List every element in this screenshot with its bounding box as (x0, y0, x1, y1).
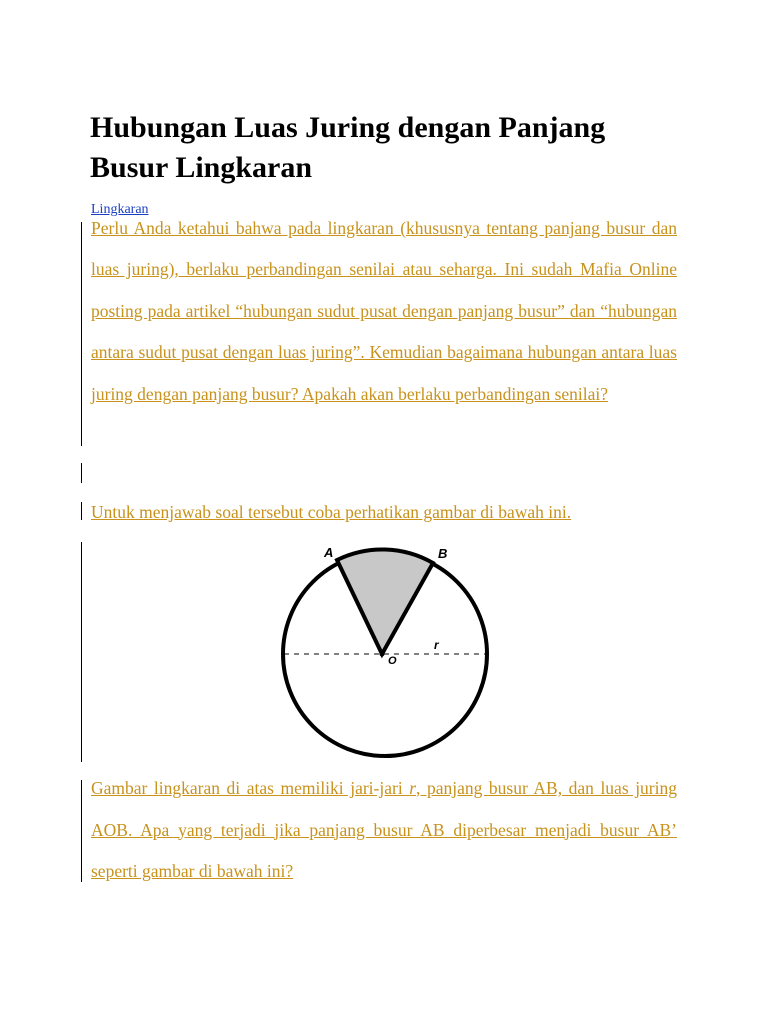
paragraph-instruction[interactable]: Untuk menjawab soal tersebut coba perhatikan gambar di bawah ini. (91, 502, 572, 522)
label-r: r (434, 638, 439, 652)
paragraph-question-part2: , panjang busur AB, dan luas juring AOB. Apa yang terjadi jika panjang busur AB diperbesar menjadi busur AB’ seperti gambar di bawah ini? (91, 778, 677, 881)
center-point (380, 652, 385, 657)
left-border-bar (81, 780, 82, 882)
left-border-bar (81, 463, 82, 483)
label-a: A (324, 545, 334, 560)
breadcrumb-link[interactable]: Lingkaran (91, 202, 149, 217)
label-b: B (438, 546, 448, 561)
radius-symbol: r (409, 778, 417, 798)
paragraph-intro[interactable]: Perlu Anda ketahui bahwa pada lingkaran (khususnya tentang panjang busur dan luas juring), berlaku perbandingan senilai atau seharga. Ini sudah Mafia Online posting pada artikel “hubungan sudut pusat dengan panjang busur” dan “hubungan antara sudut pusat dengan luas juring”. Kemudian bagaimana hubungan antara luas juring dengan panjang busur? Apakah akan berlaku perbandingan senilai? (91, 218, 677, 404)
label-o: O (388, 655, 397, 667)
paragraph-question[interactable] (91, 768, 677, 893)
left-border-bar (81, 502, 82, 520)
left-border-bar (81, 222, 82, 446)
sector-aob (337, 549, 433, 654)
paragraph-question-part1: Gambar lingkaran di atas memiliki jari-jari (91, 778, 410, 798)
page-title: Hubungan Luas Juring dengan Panjang Busur Lingkaran (90, 111, 606, 184)
circle-sector-figure (270, 538, 500, 770)
left-border-bar (81, 542, 82, 762)
